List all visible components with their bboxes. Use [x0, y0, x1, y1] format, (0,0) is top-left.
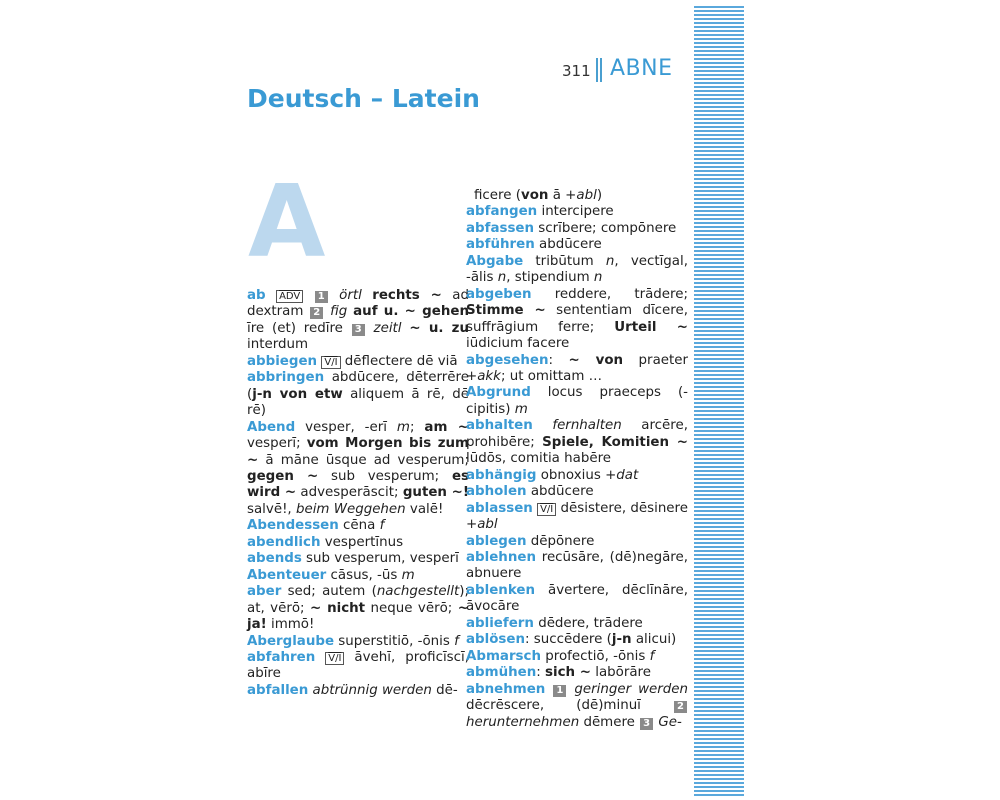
italic-note: m [401, 567, 415, 583]
dictionary-entry [247, 288, 469, 354]
entry-text: vesperī; [247, 436, 307, 452]
page-number: 311 [562, 62, 591, 80]
headword: abbiegen [247, 353, 318, 369]
sense-number: 1 [315, 291, 328, 303]
entry-text: labōrāre [590, 665, 652, 681]
bold-phrase: Urteil ~ [614, 319, 688, 335]
entry-text: recūsāre, (dē)negāre, abnuere [466, 549, 688, 582]
italic-note: f [454, 633, 459, 649]
headword: Abendessen [247, 518, 339, 534]
dictionary-entry [247, 634, 469, 650]
entry-text: dēsistere, dēsinere [556, 500, 688, 516]
dictionary-entry [466, 583, 688, 616]
entry-text: , stipendium [506, 270, 594, 286]
italic-note: abtrünnig werden [312, 682, 432, 698]
italic-note: fernhalten [552, 418, 622, 434]
italic-note: geringer werden [574, 681, 689, 697]
entry-text: dēflectere dē viā [340, 353, 458, 369]
dictionary-entry [247, 650, 469, 683]
bold-phrase: ~ ja! [247, 600, 469, 633]
dictionary-entry [466, 254, 688, 287]
dictionary-column-left [247, 288, 469, 699]
bold-phrase: am ~ [424, 419, 469, 435]
headword: ablegen [466, 533, 527, 549]
entry-text: āvertere, dēclīnāre, āvocāre [466, 582, 688, 615]
headword: aber [247, 584, 282, 600]
bold-phrase: von [520, 188, 549, 203]
entry-text: vesper, -erī [295, 419, 397, 435]
italic-note: +akk [466, 368, 501, 384]
entry-text: aliquem ā rē, dē rē) [247, 386, 470, 419]
dictionary-entry [466, 221, 688, 237]
dictionary-entry [247, 551, 469, 567]
italic-note: herunternehmen [466, 714, 580, 730]
entry-text: abdūcere, dēterrēre ( [247, 370, 469, 402]
grammar-label: V/I [537, 503, 556, 516]
headword: abgesehen [466, 352, 549, 368]
guide-word: ABNE [610, 56, 673, 81]
entry-text: dēcrēscere, (dē)minuī [466, 698, 674, 714]
entry-text [362, 288, 372, 303]
headword: abnehmen [466, 681, 546, 697]
headword: ablenken [466, 582, 535, 598]
headword: ablassen [466, 500, 533, 516]
italic-note: +dat [605, 467, 639, 483]
headword: abfallen [247, 682, 309, 698]
headword: Abgabe [466, 253, 524, 269]
dictionary-entry [247, 420, 469, 519]
grammar-label: V/I [325, 652, 344, 665]
entry-text: valē! [405, 501, 444, 517]
dictionary-entry [247, 568, 469, 584]
headword: abführen [466, 237, 535, 253]
entry-text: superstitiō, -ōnis [334, 633, 455, 649]
entry-text [366, 321, 374, 336]
sense-number: 1 [553, 685, 566, 697]
entry-text [303, 288, 313, 303]
entry-text: sed; autem ( [281, 584, 377, 600]
entry-text: reddere, trādere; [531, 286, 688, 302]
headword: abbringen [247, 370, 325, 386]
headword: abhängig [466, 467, 537, 483]
entry-text: neque vērō; [365, 600, 458, 616]
entry-text: advesperāscit; [296, 485, 403, 501]
entry-text: arcēre, prohibēre; [466, 418, 688, 450]
entry-text: dēdere, trādere [533, 615, 643, 631]
entry-text: alicui) [631, 632, 677, 648]
thumb-index-strip [694, 6, 744, 798]
entry-text: praeter [623, 352, 689, 368]
entry-text: , vectīgal, -ālis [466, 253, 688, 286]
sense-number: 3 [352, 324, 365, 336]
bold-phrase: gegen ~ [247, 468, 319, 484]
italic-note: zeitl [373, 320, 402, 336]
dictionary-entry [466, 550, 688, 583]
italic-note: örtl [339, 288, 362, 303]
entry-text: immō! [266, 617, 315, 633]
entry-text: dē- [431, 682, 458, 698]
entry-text: sub vesperum; [318, 468, 452, 484]
dictionary-entry [466, 353, 688, 386]
headword: abholen [466, 484, 527, 500]
entry-text: ; [409, 419, 425, 435]
entry-text [315, 650, 325, 665]
entry-text [533, 418, 553, 433]
dictionary-entry [247, 584, 469, 633]
italic-note: f [649, 648, 655, 664]
entry-text: ; ut omittam … [500, 368, 603, 384]
italic-note: +abl [466, 517, 498, 533]
bold-phrase: auf u. ~ gehen [353, 304, 469, 320]
bold-phrase: vom Morgen bis zum ~ [247, 436, 469, 468]
dictionary-entry [247, 535, 469, 551]
entry-text [329, 288, 339, 303]
bold-phrase: Spiele, Komitien ~ [542, 434, 688, 450]
entry-text: : [536, 665, 546, 681]
headword: abfangen [466, 204, 538, 220]
italic-note: Ge- [658, 714, 682, 730]
entry-text: profectiō, -ōnis [540, 648, 650, 664]
dictionary-entry [466, 204, 688, 220]
dictionary-entry [466, 188, 688, 204]
dictionary-entry [466, 682, 688, 731]
entry-text: dēpōnere [526, 533, 595, 549]
dictionary-entry [466, 649, 688, 665]
bold-phrase: ~ u. zu [409, 320, 470, 336]
section-letter: A [248, 163, 326, 280]
entry-text: īre (et) redīre [247, 320, 351, 336]
entry-text: vespertīnus [320, 534, 404, 550]
dictionary-entry [466, 632, 688, 648]
dictionary-entry [466, 418, 688, 467]
entry-text: cāsus, -ūs [326, 567, 402, 583]
dictionary-entry [466, 385, 688, 418]
entry-text: ); at, vērō; [247, 584, 469, 616]
entry-text: lūdōs, comitia habēre [466, 451, 612, 467]
dictionary-entry [466, 287, 688, 353]
entry-text: āvehī, proficīscī, abīre [247, 649, 469, 682]
entry-text [545, 682, 552, 697]
italic-note: beim Weggehen [295, 501, 406, 517]
dictionary-entry [466, 501, 688, 534]
entry-text: tribūtum [523, 253, 606, 269]
sense-number: 2 [674, 701, 687, 713]
headword: ablösen [466, 632, 525, 648]
bold-phrase: ~ nicht [310, 600, 366, 616]
headword: Abenteuer [247, 567, 327, 583]
headword: Abend [247, 419, 296, 435]
headword: ablehnen [466, 549, 536, 565]
sense-number: 2 [310, 307, 323, 319]
header-separator [596, 58, 602, 82]
italic-note: fig [330, 304, 348, 320]
entry-text: ad dextram [247, 288, 469, 320]
headword: abgeben [466, 286, 532, 302]
italic-note: m [514, 401, 528, 417]
headword: abfahren [247, 649, 316, 665]
bold-phrase: sich ~ [545, 665, 591, 681]
headword: abliefern [466, 615, 534, 631]
italic-note: n [497, 270, 507, 286]
bold-phrase: guten ~! [402, 485, 469, 501]
dictionary-entry [466, 237, 688, 253]
entry-text: intercipere [537, 204, 614, 220]
entry-text: sententiam dīcere, suffrāgium ferre; [466, 303, 688, 335]
dictionary-entry [247, 683, 469, 699]
entry-text: salvē!, [247, 501, 296, 517]
dictionary-entry [466, 534, 688, 550]
entry-text: ā [548, 188, 566, 203]
headword: ab [247, 288, 266, 303]
italic-note: +abl [565, 188, 597, 203]
dictionary-column-right [466, 188, 688, 731]
bold-phrase: rechts ~ [372, 288, 442, 303]
italic-note: m [396, 419, 410, 435]
headword: abends [247, 551, 302, 567]
bold-phrase: Stimme ~ [466, 303, 546, 319]
entry-text: : [548, 352, 569, 368]
italic-note: n [605, 253, 615, 269]
italic-note: nachgestellt [376, 584, 460, 600]
entry-text: locus praeceps (-cipitis) [466, 385, 688, 417]
sense-number: 3 [640, 718, 653, 730]
bold-phrase: j-n [611, 632, 632, 648]
page-title: Deutsch – Latein [247, 84, 480, 113]
entry-text: iūdicium facere [466, 336, 570, 352]
bold-phrase: ~ von [568, 352, 624, 368]
dictionary-entry [247, 354, 469, 370]
entry-text: cēna [338, 518, 380, 534]
dictionary-entry [466, 484, 688, 500]
headword: abhalten [466, 418, 533, 434]
entry-text: abdūcere [534, 237, 602, 253]
entry-text: sub vesperum, vesperī [301, 551, 459, 567]
entry-text: ā māne ūsque ad vesperum; [258, 452, 469, 468]
grammar-label: $\overline{ADV}$ [276, 290, 303, 303]
dictionary-entry [247, 518, 469, 534]
dictionary-entry [466, 468, 688, 484]
entry-text: scrībere; compōnere [534, 220, 677, 236]
bold-phrase: es wird ~ [247, 468, 469, 501]
entry-text: : succēdere ( [525, 632, 612, 648]
headword: Abgrund [466, 385, 531, 401]
italic-note: f [379, 518, 385, 534]
headword: abendlich [247, 534, 321, 550]
headword: Aberglaube [247, 633, 335, 649]
entry-text [266, 288, 276, 303]
entry-text: dēmere [579, 714, 640, 730]
dictionary-entry [466, 665, 688, 681]
entry-text: obnoxius [536, 467, 606, 483]
entry-text: ) [596, 188, 603, 203]
entry-text: interdum [247, 337, 308, 353]
dictionary-entry [466, 616, 688, 632]
headword: abmühen [466, 665, 537, 681]
entry-text: ficere ( [474, 188, 521, 203]
headword: abfassen [466, 220, 535, 236]
grammar-label: V/I [321, 356, 340, 369]
entry-text: abdūcere [526, 484, 594, 500]
bold-phrase: j-n von etw [252, 386, 343, 402]
headword: Abmarsch [466, 648, 541, 664]
italic-note: n [593, 270, 603, 286]
dictionary-entry [247, 370, 469, 419]
